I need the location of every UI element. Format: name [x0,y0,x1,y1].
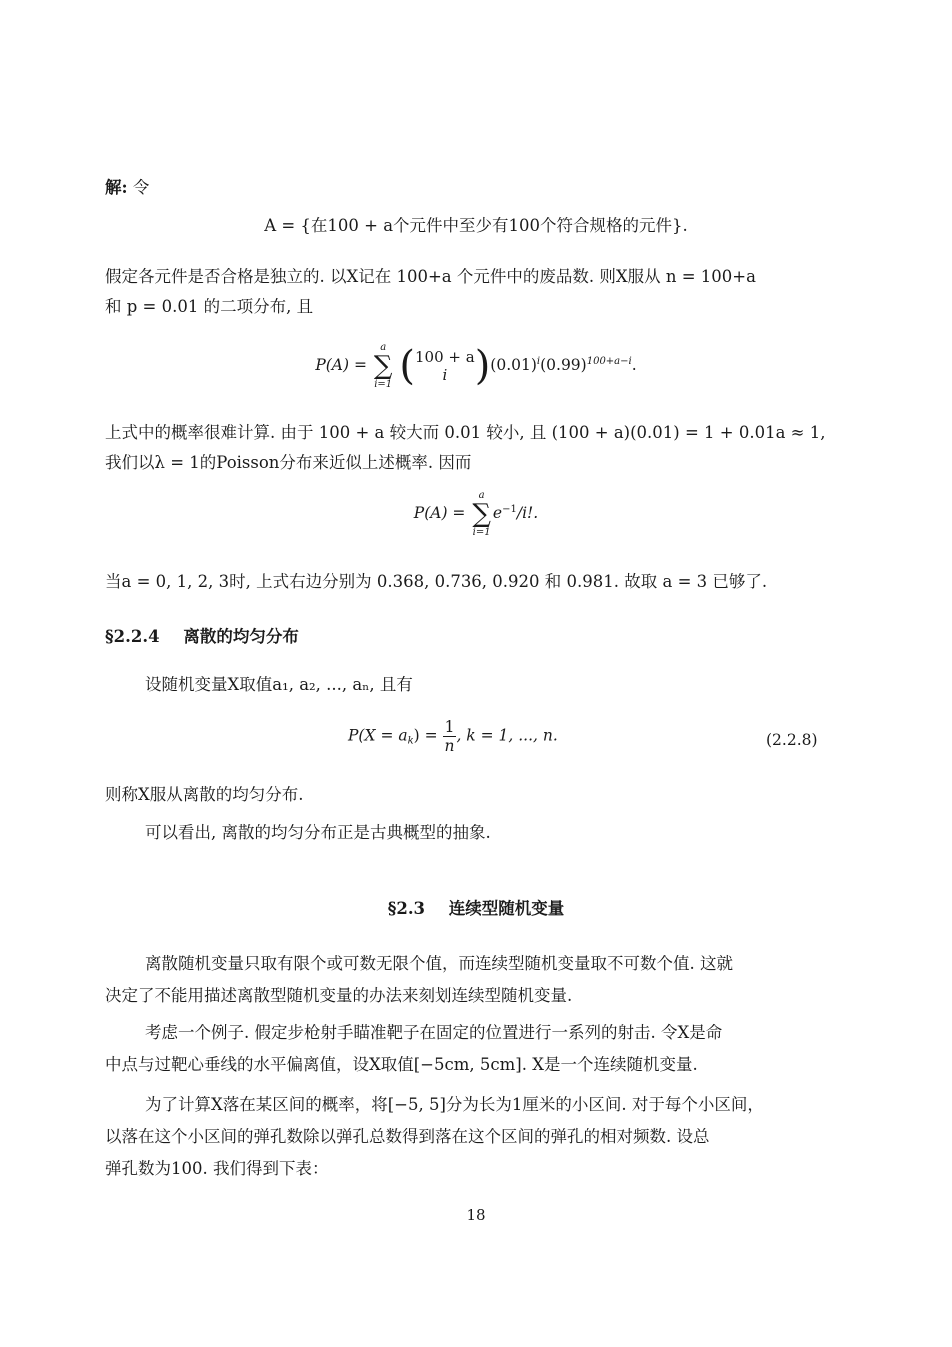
sum-symbol: a ∑ i=1 [472,490,491,538]
equation-binomial-sum [0,342,952,390]
fraction-denominator: n [444,737,455,755]
section-title: 连续型随机变量 [448,899,565,918]
solution-paragraph-1-line-2: 和 p = 0.01 的二项分布, 且 [105,297,314,316]
fraction-numerator: 1 [444,718,455,736]
subsection-number: §2.2.4 [105,627,160,646]
equation-uniform [348,718,558,755]
event-definition: A = {在100 + a个元件中至少有100个符合规格的元件}. [264,216,688,235]
subsection-line-3: 可以看出, 离散的均匀分布正是古典概型的抽象. [145,823,491,842]
sum-symbol: a ∑ i=1 [373,342,393,390]
eq3-tail: , k = 1, ..., n. [456,726,558,745]
binom-top: 100 + a [415,348,475,366]
subsection-title: 离散的均匀分布 [183,627,299,646]
section-paragraph-2-line-2: 中点与过靶心垂线的水平偏离值，设X取值[−5cm, 5cm]. X是一个连续随机变量. [105,1055,698,1074]
eq1-exponent-1: i [536,356,541,367]
binom-bottom: i [442,366,448,384]
eq3-lhs: P(X = a [348,726,408,745]
section-paragraph-2-line-1: 考虑一个例子. 假定步枪射手瞄准靶子在固定的位置进行一系列的射击. 令X是命 [145,1023,723,1042]
sum-lower-limit: i=1 [472,527,491,538]
binomial-coefficient: ( 100 + a i ) [399,343,491,389]
fraction [443,718,457,755]
solution-paragraph-1-line-1: 假定各元件是否合格是独立的. 以X记在 100+a 个元件中的废品数. 则X服从 n = 100+a [105,267,756,286]
solution-paragraph-3: 当a = 0, 1, 2, 3时, 上式右边分别为 0.368, 0.736, 0.920 和 0.981. 故取 a = 3 已够了. [105,572,768,591]
eq2-tail: /i!. [516,504,539,522]
sum-lower-limit: i=1 [374,379,393,390]
solution-intro: 令 [132,178,150,197]
eq1-lhs: P(A) = [315,356,367,374]
eq1-end: . [631,356,637,374]
eq2-lhs: P(A) = [413,504,466,522]
solution-paragraph-2-line-1: 上式中的概率很难计算. 由于 100 + a 较大而 0.01 较小, 且 (100 + a)(0.01) = 1 + 0.01a ≈ 1, [105,423,826,442]
eq1-exponent-2: 100+a−i [586,356,632,367]
page-number: 18 [466,1206,486,1224]
solution-paragraph-2-line-2: 我们以λ = 1的Poisson分布来近似上述概率. 因而 [105,453,472,472]
eq2-exponent: −1 [502,504,517,515]
section-paragraph-3-line-2: 以落在这个小区间的弹孔数除以弹孔总数得到落在这个区间的弹孔的相对频数. 设总 [105,1127,710,1146]
section-paragraph-1-line-1: 离散随机变量只取有限个或可数无限个值，而连续型随机变量取不可数个值. 这就 [145,954,733,973]
subsection-heading [105,623,299,647]
section-number: §2.3 [387,899,426,918]
eq3-subscript: k [407,735,414,747]
section-paragraph-3-line-1: 为了计算X落在某区间的概率，将[−5, 5]分为长为1厘米的小区间. 对于每个小区间， [145,1095,764,1114]
sum-upper-limit: a [380,342,387,353]
section-paragraph-1-line-2: 决定了不能用描述离散型随机变量的办法来刻划连续型随机变量. [105,986,573,1005]
eq1-factor-1: (0.01) [490,356,537,374]
section-paragraph-3-line-3: 弹孔数为100. 我们得到下表： [105,1159,329,1178]
equation-poisson-sum [0,490,952,538]
section-heading [0,895,952,919]
subsection-line-2: 则称X服从离散的均匀分布. [105,785,304,804]
eq3-mid: ) = [413,726,438,745]
solution-label: 解: [105,178,128,197]
eq2-base: e [492,504,503,522]
solution-header [105,177,149,199]
subsection-line-1: 设随机变量X取值a₁, a₂, ..., aₙ, 且有 [145,675,413,694]
equation-tag: (2.2.8) [766,731,818,749]
eq1-factor-2: (0.99) [540,356,587,374]
sum-upper-limit: a [478,490,485,501]
